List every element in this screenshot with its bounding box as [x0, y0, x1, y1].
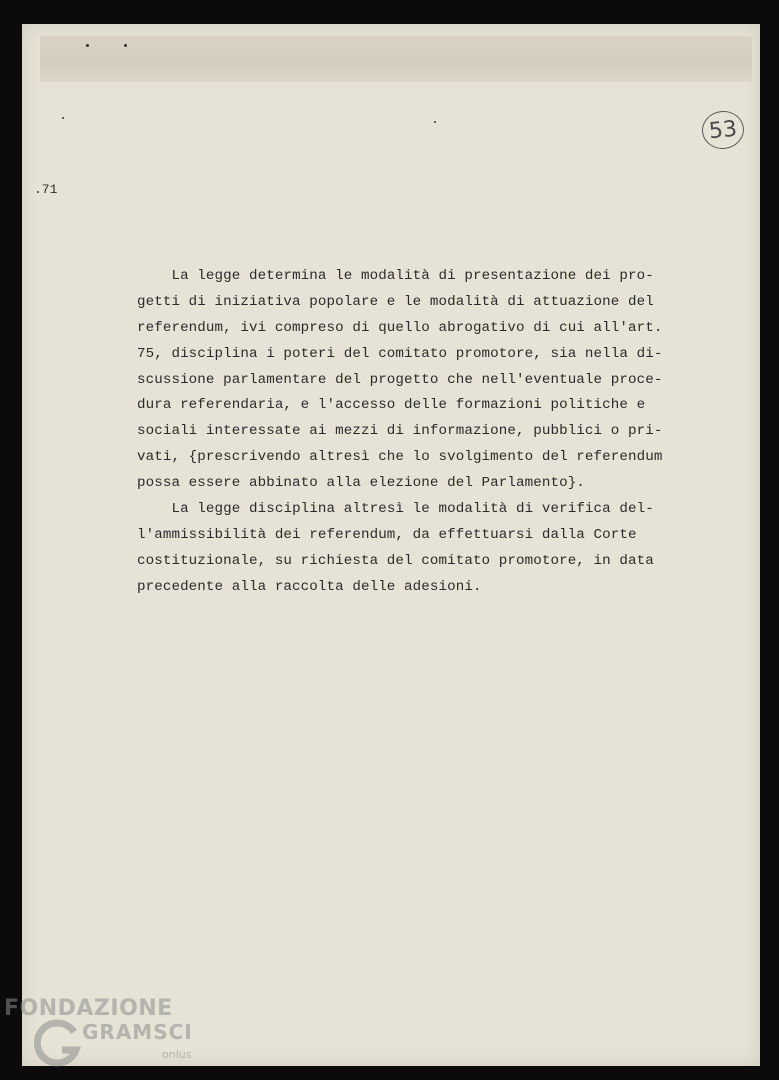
margin-code: .71	[34, 182, 58, 197]
text-line: precedente alla raccolta delle adesioni.	[137, 578, 482, 595]
text-line: getti di iniziativa popolare e le modalità di attuazione del	[137, 293, 654, 310]
text-line: referendum, ivi compreso di quello abrogativo di cui all'art.	[137, 319, 663, 336]
scan-speck	[62, 117, 64, 119]
fondazione-gramsci-watermark	[4, 996, 194, 1074]
scan-speck	[86, 44, 89, 47]
page-number-circled	[700, 109, 746, 151]
body-text	[137, 264, 697, 601]
scan-speck	[124, 44, 127, 47]
text-line: l'ammissibilità dei referendum, da effettuarsi dalla Corte	[137, 526, 637, 543]
text-line: La legge determina le modalità di presentazione dei pro-	[171, 268, 654, 284]
page-number: 53	[707, 116, 739, 144]
text-line: 75, disciplina i poteri del comitato promotore, sia nella di-	[137, 345, 663, 362]
text-line: possa essere abbinato alla elezione del Parlamento}.	[137, 475, 585, 492]
text-line: sociali interessate ai mezzi di informazione, pubblici o pri-	[137, 423, 663, 440]
scan-speck	[434, 121, 436, 123]
watermark-line1: FONDAZIONE	[4, 996, 173, 1021]
watermark-line2: GRAMSCI	[82, 1020, 193, 1044]
watermark-line3: onlus	[162, 1048, 192, 1061]
text-line: La legge disciplina altresì le modalità di verifica del-	[171, 501, 654, 518]
gramsci-g-logo-icon	[34, 1018, 84, 1068]
text-line: dura referendaria, e l'accesso delle formazioni politiche e	[137, 397, 646, 414]
scan-top-band	[40, 36, 752, 82]
text-line: vati, {prescrivendo altresì che lo svolgimento del referendum	[137, 449, 663, 466]
text-line: scussione parlamentare del progetto che nell'eventuale proce-	[137, 371, 663, 388]
text-line: costituzionale, su richiesta del comitato promotore, in data	[137, 552, 654, 569]
